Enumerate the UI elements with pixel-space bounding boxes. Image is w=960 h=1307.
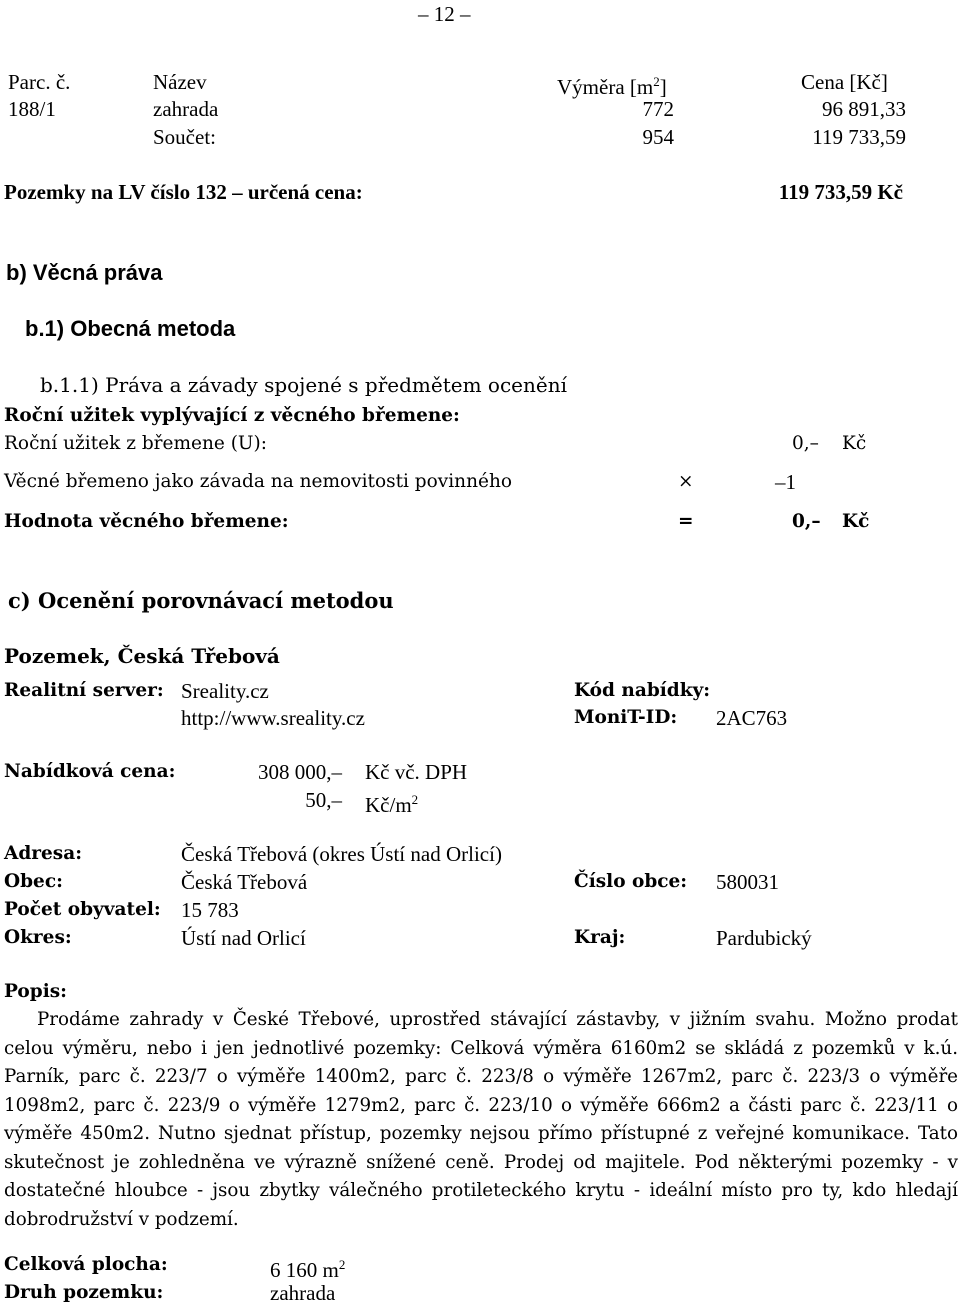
monit-label: MoniT-ID: [574,707,678,728]
header-parcel: Parc. č. [8,70,71,94]
sum-area: 954 [642,125,674,149]
section-c-heading: c) Ocenění porovnávací metodou [8,588,394,613]
population-value: 15 783 [181,898,239,922]
population-label: Počet obyvatel: [4,899,161,920]
monit-value: 2AC763 [716,706,788,730]
annual-benefit-title: Roční užitek vyplývající z věcného břemene: [4,405,460,426]
header-price: Cena [Kč] [801,70,888,94]
price-m2-unit: $Kč/m^2$ [365,792,419,817]
total-area-value: 6 160 $m^2$ [270,1257,346,1282]
subject-title: Pozemek, Česká Třebová [4,644,280,668]
server-url[interactable]: http://www.sreality.cz [181,706,365,730]
easement-value-unit: Kč [842,511,870,532]
land-type-value: zahrada [270,1281,336,1305]
row-name: zahrada [153,97,219,121]
section-b-heading: b) Věcná práva [6,260,163,285]
offer-code-label: Kód nabídky: [574,680,711,701]
price-label: Nabídková cena: [4,761,176,782]
annual-benefit-label: Roční užitek z břemene (U): [4,433,267,454]
sum-price: 119 733,59 [812,125,906,149]
page-number: – 12 – [418,2,471,26]
municipality-no-value: 580031 [716,870,779,894]
sum-label: Součet: [153,125,216,149]
row-area: 772 [642,97,674,121]
lv-price-label: Pozemky na LV číslo 132 – určená cena: [4,180,363,204]
region-label: Kraj: [574,927,626,948]
district-label: Okres: [4,927,72,948]
description-label: Popis: [4,981,67,1002]
easement-value: 0,– [792,511,821,532]
price-unit: Kč vč. DPH [365,760,468,784]
multiply-sign: × [678,471,694,492]
address-value: Česká Třebová (okres Ústí nad Orlicí) [181,842,502,866]
price-m2-value: 50,– [305,788,342,812]
description-text: Prodáme zahrady v České Třebové, uprostřed stávající zástavby, v jižním svahu. Možno prodat celou výměru, nebo i jen jednotlivé pozemky: Celková výměra 6160m2 se skládá z pozemků v k.ú. Parník, parc č. 223/7 o výměře 1400m2, parc č. 223/8 o výměře 1267m2, parc č. 223/3 o výměře 1098m2, parc č. 223/9 o výměře 1279m2, parc č. 223/10 o výměře 666m2 a části parc č. 223/11 o výměře 450m2. Nutno sjednat přístup, pozemky nejsou přímo přístupné z veřejné komunikace. Tato skutečnost je zohledněna ve výrazně snížené ceně. Prodej od majitele. Pod některými pozemky - v dostatečné hloubce - jsou zbytky válečného protileteckého krytu - ideální místo pro ty, kdo hledají dobrodružství v podzemí. [4,1009,958,1230]
annual-benefit-value: 0,– [792,433,819,454]
header-area: Výměra $[m^2]$ [557,74,667,99]
municipality-label: Obec: [4,871,63,892]
easement-coefficient: –1 [775,470,796,494]
server-label: Realitní server: [4,680,164,701]
annual-benefit-unit: Kč [842,433,867,454]
row-price: 96 891,33 [822,97,906,121]
address-label: Adresa: [4,843,83,864]
equals-sign: = [678,511,694,532]
total-area-label: Celková plocha: [4,1254,168,1275]
section-b11-heading: b.1.1) Práva a závady spojené s předmětem ocenění [40,373,567,397]
municipality-no-label: Číslo obce: [574,871,688,892]
district-value: Ústí nad Orlicí [181,926,306,950]
header-name: Název [153,70,207,94]
municipality-value: Česká Třebová [181,870,308,894]
section-b1-heading: b.1) Obecná metoda [25,316,236,341]
easement-value-label: Hodnota věcného břemene: [4,511,289,532]
lv-price-value: 119 733,59 Kč [778,180,903,204]
row-parcel: 188/1 [8,97,56,121]
region-value: Pardubický [716,926,812,950]
price-value: 308 000,– [258,760,342,784]
server-value: Sreality.cz [181,679,269,703]
land-type-label: Druh pozemku: [4,1282,164,1303]
easement-label: Věcné břemeno jako závada na nemovitosti povinného [4,471,512,492]
